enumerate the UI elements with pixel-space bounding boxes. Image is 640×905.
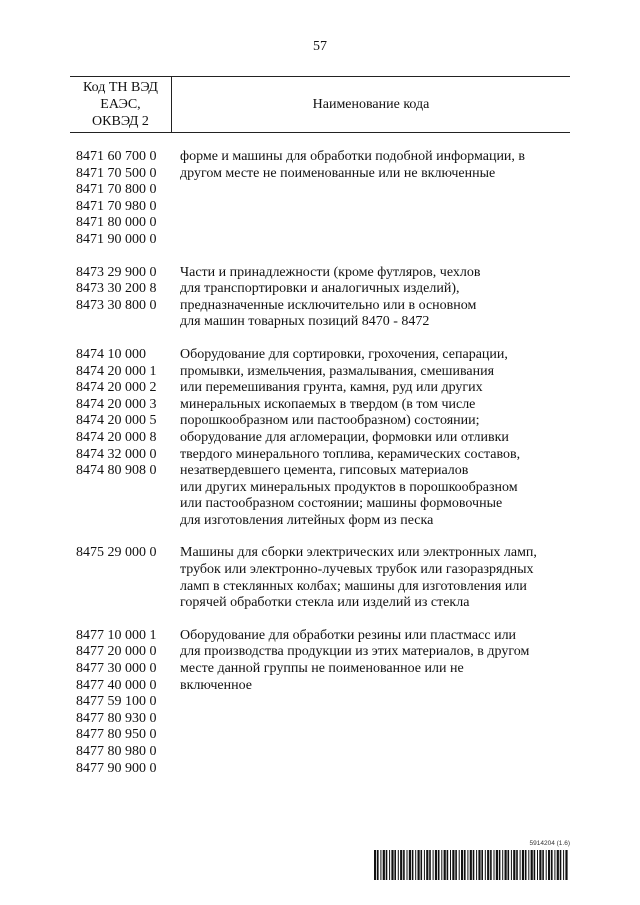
header-name-column: Наименование кода [312, 96, 430, 112]
tn-ved-code: 8477 10 000 1 [76, 627, 157, 643]
description-line: или пастообразном состоянии; машины формовочные [180, 496, 503, 512]
code-description [180, 628, 570, 777]
tn-ved-code: 8477 20 000 0 [76, 644, 157, 660]
description-line: или перемешивания грунта, камня, руд или других [180, 380, 483, 396]
code-description [180, 149, 570, 249]
table-row [76, 149, 570, 249]
tn-ved-code: 8474 20 000 2 [76, 380, 157, 396]
description-line: Машины для сборки электрических или электронных ламп, [180, 545, 537, 561]
description-line: оборудование для агломерации, формовки или отливки [180, 429, 509, 445]
description-line: твердого минерального топлива, керамических составов, [180, 446, 521, 462]
tn-ved-code: 8474 80 908 0 [76, 463, 157, 479]
code-description [180, 545, 570, 611]
code-list [76, 628, 180, 777]
table-row [76, 265, 570, 331]
description-line: Оборудование для обработки резины или пластмасс или [180, 627, 517, 643]
barcode-image [374, 850, 570, 880]
tn-ved-code: 8475 29 000 0 [76, 545, 157, 561]
code-description [180, 347, 570, 530]
description-line: ламп в стеклянных колбах; машины для изготовления или [180, 578, 527, 594]
tn-ved-code: 8477 80 950 0 [76, 727, 157, 743]
tn-ved-code: 8471 80 000 0 [76, 215, 157, 231]
description-line: порошкообразном или пастообразном) состоянии; [180, 413, 480, 429]
description-line: для машин товарных позиций 8470 - 8472 [180, 314, 430, 330]
tn-ved-code: 8477 30 000 0 [76, 661, 157, 677]
tn-ved-code: 8474 20 000 3 [76, 396, 157, 412]
tn-ved-code: 8474 20 000 1 [76, 363, 157, 379]
document-stamp [374, 840, 570, 880]
header-code-column: Код ТН ВЭД ЕАЭС, ОКВЭД 2 [70, 77, 172, 132]
code-list [76, 347, 180, 530]
description-line: форме и машины для обработки подобной информации, в [180, 149, 526, 164]
tn-ved-code: 8473 30 800 0 [76, 297, 157, 313]
header-bottom-rule [70, 132, 570, 133]
description-line: для транспортировки и аналогичных изделий), [180, 281, 460, 297]
tn-ved-code: 8477 90 900 0 [76, 760, 157, 776]
tn-ved-code: 8473 29 900 0 [76, 264, 157, 280]
code-description [180, 265, 570, 331]
tn-ved-code: 8473 30 200 8 [76, 281, 157, 297]
tn-ved-code: 8474 20 000 8 [76, 429, 157, 445]
table-row [76, 347, 570, 530]
tn-ved-code: 8474 10 000 [76, 346, 146, 362]
description-line: предназначенные исключительно или в основном [180, 297, 477, 313]
description-line: месте данной группы не поименованное или не [180, 661, 464, 677]
description-line: другом месте не поименованные или не включенные [180, 165, 496, 181]
page-number: 57 [313, 39, 327, 54]
code-list [76, 265, 180, 331]
tn-ved-code: 8477 80 930 0 [76, 710, 157, 726]
code-list [76, 545, 180, 611]
tn-ved-code: 8477 59 100 0 [76, 694, 157, 710]
description-line: незатвердевшего цемента, гипсовых материалов [180, 463, 469, 479]
table-row [76, 628, 570, 777]
stamp-number: 5914204 (1.6) [529, 840, 570, 847]
table-header [70, 77, 570, 132]
tn-ved-code: 8471 90 000 0 [76, 231, 157, 247]
description-line: минеральных ископаемых в твердом (в том числе [180, 396, 476, 412]
tn-ved-code: 8471 70 980 0 [76, 198, 157, 214]
code-list [76, 149, 180, 249]
tn-ved-code: 8477 80 980 0 [76, 744, 157, 759]
description-line: промывки, измельчения, размалывания, смешивания [180, 363, 495, 379]
description-line: или других минеральных продуктов в порошкообразном [180, 479, 518, 495]
table-row [76, 545, 570, 611]
tn-ved-code: 8474 32 000 0 [76, 446, 157, 462]
tn-ved-code: 8471 60 700 0 [76, 149, 157, 164]
description-line: горячей обработки стекла или изделий из стекла [180, 595, 470, 611]
tn-ved-code: 8471 70 800 0 [76, 182, 157, 198]
description-line: для производства продукции из этих материалов, в другом [180, 644, 530, 660]
description-line: для изготовления литейных форм из песка [180, 512, 434, 528]
tn-ved-code: 8471 70 500 0 [76, 165, 157, 181]
description-line: Части и принадлежности (кроме футляров, чехлов [180, 264, 481, 280]
description-line: трубок или электронно-лучевых трубок или газоразрядных [180, 562, 534, 578]
description-line: Оборудование для сортировки, грохочения, сепарации, [180, 346, 508, 362]
code-table-body [76, 149, 570, 793]
tn-ved-code: 8477 40 000 0 [76, 677, 157, 693]
tn-ved-code: 8474 20 000 5 [76, 413, 157, 429]
description-line: включенное [180, 677, 252, 693]
